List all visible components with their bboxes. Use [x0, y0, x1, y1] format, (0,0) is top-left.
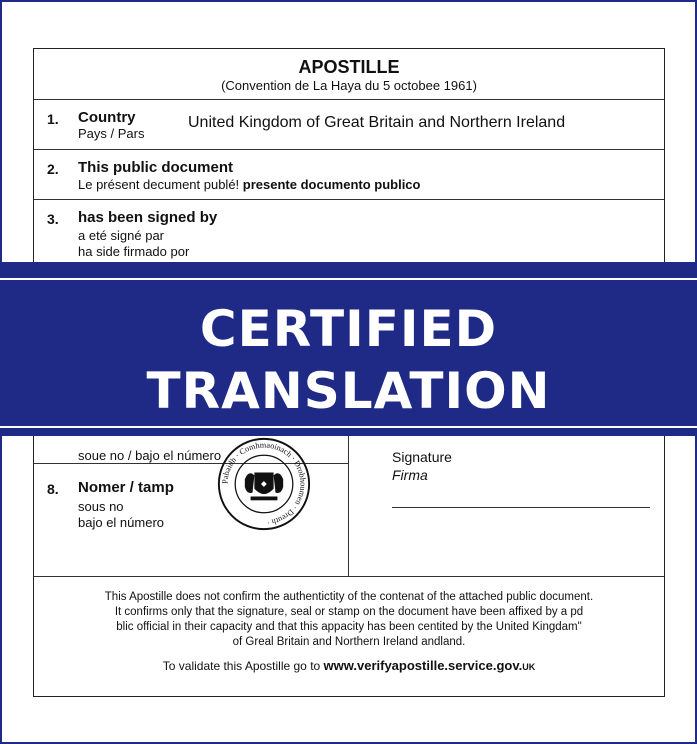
field-number: 8.	[47, 481, 59, 497]
seal-ring-text: Pabaidh · Comhmaoinach · Drobhoumen · Dreuth ·	[220, 440, 308, 528]
footer-divider	[34, 576, 664, 577]
field-number: 1.	[47, 111, 59, 127]
apostille-top-section	[2, 2, 695, 272]
field-sublabel-french: sous no	[78, 499, 124, 514]
field-number: 3.	[47, 211, 59, 227]
apostille-bottom-section	[2, 436, 695, 742]
field-label: Nomer / tamp	[78, 479, 174, 496]
validation-url[interactable]: www.verifyapostille.service.gov.	[323, 658, 523, 673]
signature-line	[392, 507, 650, 508]
field-sublabel-french: a eté signé par	[78, 228, 165, 243]
field-number: 2.	[47, 161, 59, 177]
official-seal-stamp	[216, 436, 312, 532]
banner-text	[0, 298, 697, 422]
field-sublabel-spanish: ha side firmado por	[78, 244, 190, 259]
sublabel-french: Le présent decument publé!	[78, 177, 240, 192]
field-7-sublabel: soue no / bajo el número	[78, 448, 222, 463]
apostille-certificate-bottom	[33, 436, 665, 697]
banner-border	[0, 278, 697, 428]
field-sublabel: Pays / Pars	[78, 126, 145, 141]
seal-center-mark: ◆	[261, 478, 267, 488]
apostille-subtitle: (Convention de La Haya du 5 octobee 1961)	[221, 78, 477, 93]
field-public-document	[34, 149, 664, 200]
banner-line-2: TRANSLATION	[146, 362, 551, 420]
banner-line-1: CERTIFIED	[199, 300, 498, 358]
validation-url-suffix: UK	[522, 662, 536, 672]
disclaimer-line-4: of Greal Britain and Northern Ireland andland.	[232, 636, 466, 648]
apostille-certificate-top	[33, 48, 665, 272]
column-divider	[348, 436, 349, 576]
field-sublabel	[78, 177, 420, 193]
validation-prefix: To validate this Apostille go to	[162, 659, 324, 673]
disclaimer-line-2: It confirms only that the signature, seal or stamp on the document have been affixed by a pd	[114, 606, 584, 618]
validation-line	[34, 658, 664, 675]
certified-translation-banner	[0, 262, 697, 438]
apostille-title: APOSTILLE	[298, 57, 400, 77]
disclaimer-line-1: This Apostille does not confirm the authentictity of the contenat of the attached public document.	[104, 591, 594, 603]
sublabel-spanish: presente documento publico	[242, 177, 421, 192]
field-label: has been signed by	[78, 209, 218, 226]
disclaimer-line-3: blic official in their capacity and that this appacity has been centited by the United Kingdam"	[116, 621, 582, 633]
field-label: Country	[78, 109, 136, 126]
field-label: This public document	[78, 159, 234, 176]
field-country	[34, 99, 664, 150]
field-sublabel-spanish: bajo el número	[78, 515, 164, 530]
signature-label: Signature	[392, 449, 452, 465]
signature-sublabel: Firma	[392, 467, 428, 483]
header-row	[34, 49, 664, 100]
country-value: United Kingdom of Great Britain and Northern Ireland	[188, 114, 566, 131]
